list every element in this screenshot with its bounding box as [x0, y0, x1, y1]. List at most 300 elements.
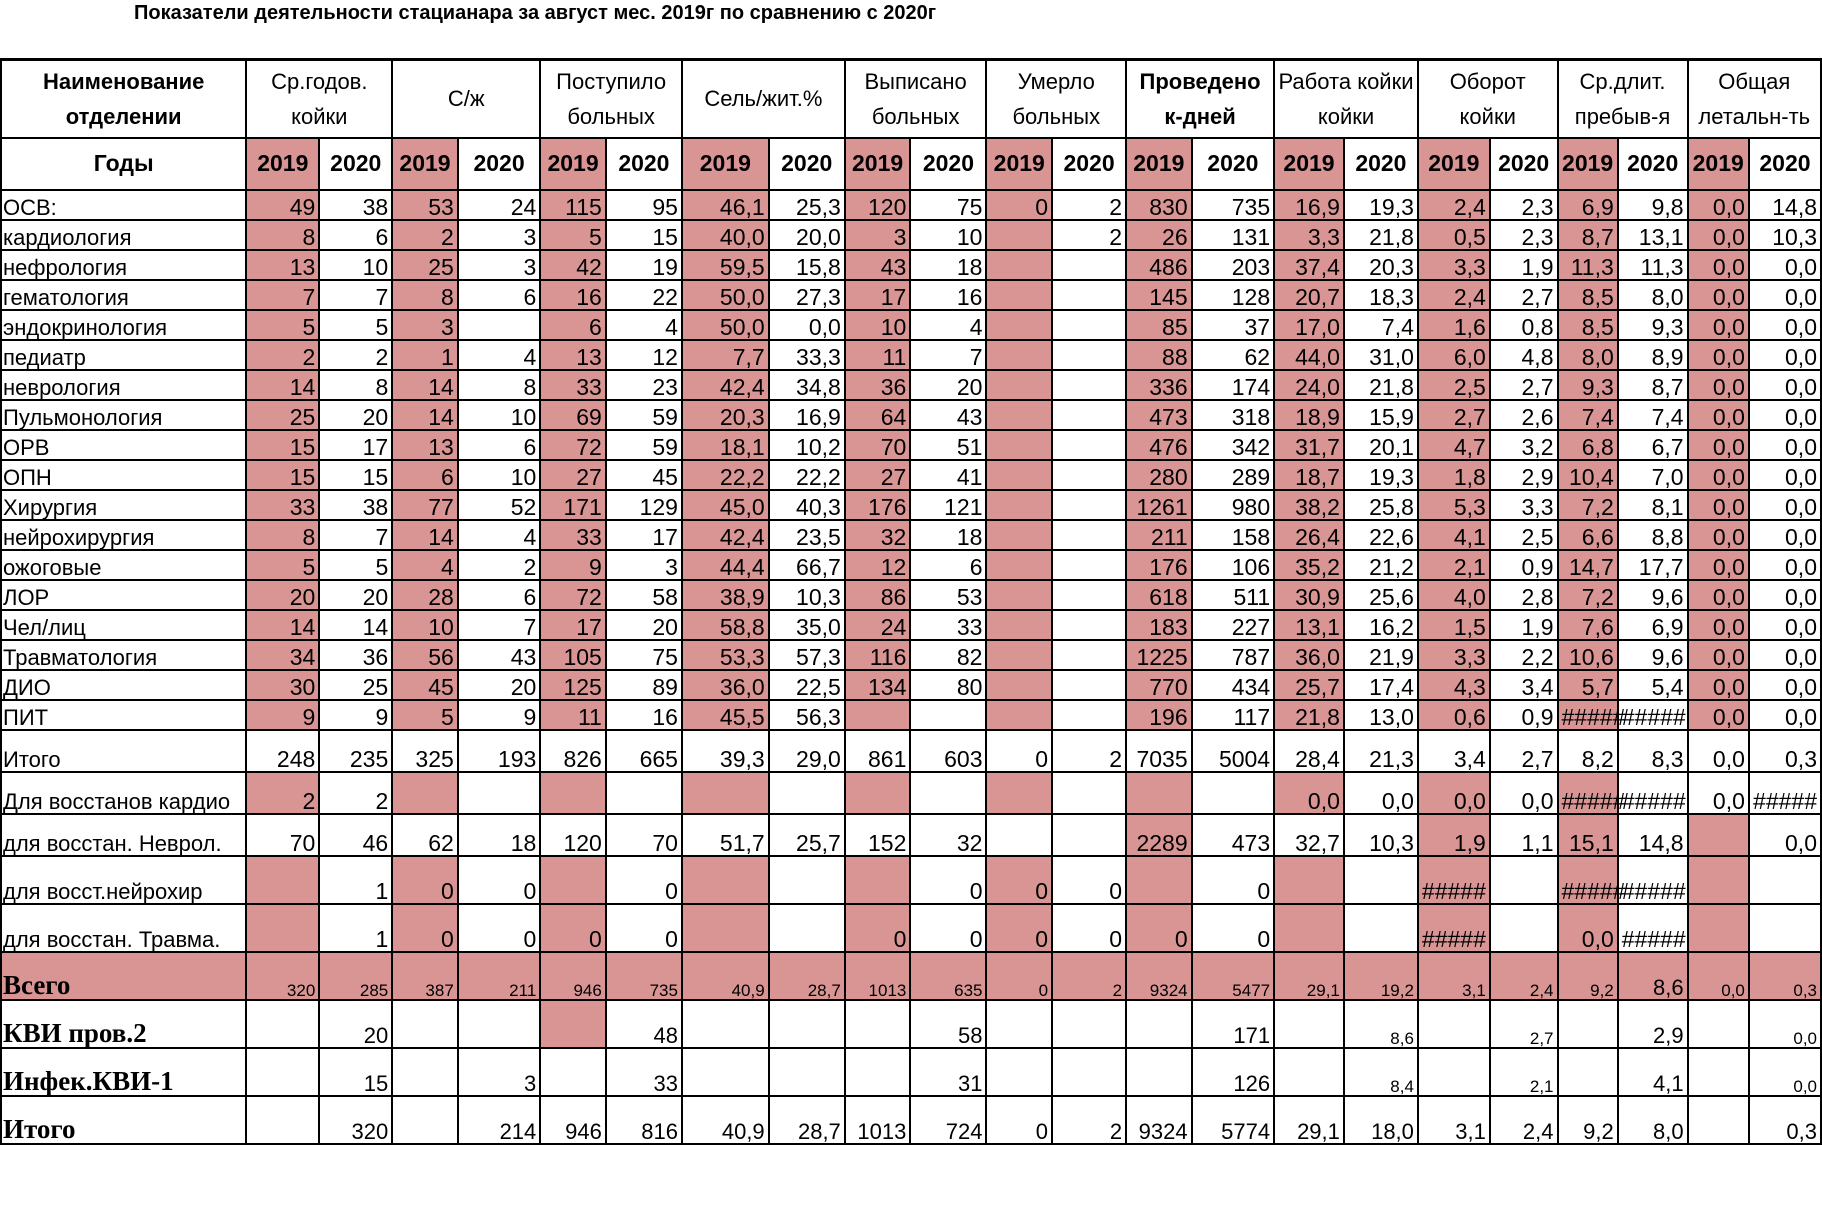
data-cell: 0,0 — [1558, 904, 1618, 952]
data-cell: 289 — [1192, 460, 1274, 490]
data-cell: 0,0 — [1344, 772, 1418, 814]
data-cell: 603 — [910, 730, 986, 772]
data-cell: 2,5 — [1490, 520, 1558, 550]
data-cell: 3,1 — [1418, 1096, 1490, 1144]
data-cell: 13,0 — [1344, 700, 1418, 730]
data-cell: 9324 — [1126, 1096, 1192, 1144]
data-cell — [1052, 400, 1126, 430]
data-cell: 3,4 — [1418, 730, 1490, 772]
data-cell: 43 — [845, 250, 911, 280]
data-cell: 2 — [458, 550, 540, 580]
data-cell — [1126, 772, 1192, 814]
data-cell: 59 — [606, 400, 682, 430]
data-cell: 2,4 — [1490, 952, 1558, 1000]
data-cell: 56,3 — [769, 700, 845, 730]
data-cell: 20,1 — [1344, 430, 1418, 460]
data-cell: 33,3 — [769, 340, 845, 370]
row-label: для восстан. Неврол. — [1, 814, 246, 856]
data-cell: 3 — [458, 1048, 540, 1096]
data-cell: 30,9 — [1274, 580, 1344, 610]
data-cell — [1688, 1000, 1749, 1048]
data-cell: 816 — [606, 1096, 682, 1144]
data-cell — [682, 1048, 769, 1096]
data-cell: 4,7 — [1418, 430, 1490, 460]
data-cell: 7,4 — [1558, 400, 1618, 430]
data-cell: 8 — [458, 370, 540, 400]
group-header-3: Сель/жит.% — [682, 60, 845, 138]
data-cell: 51,7 — [682, 814, 769, 856]
data-cell — [1052, 580, 1126, 610]
data-cell: 2,5 — [1418, 370, 1490, 400]
data-cell: 20 — [319, 1000, 392, 1048]
table-row — [1, 904, 1821, 952]
data-cell: 36 — [845, 370, 911, 400]
data-cell: 0,0 — [1688, 460, 1749, 490]
row-label: нейрохирургия — [1, 520, 246, 550]
row-label: Итого — [1, 730, 246, 772]
data-cell: 336 — [1126, 370, 1192, 400]
data-cell: ##### — [1418, 904, 1490, 952]
data-cell: 3,4 — [1490, 670, 1558, 700]
data-cell — [910, 772, 986, 814]
data-cell: 1013 — [845, 952, 911, 1000]
data-cell: 120 — [845, 190, 911, 220]
data-cell: 15 — [606, 220, 682, 250]
data-cell: 48 — [606, 1000, 682, 1048]
data-cell: 115 — [540, 190, 606, 220]
data-cell — [1274, 904, 1344, 952]
data-cell: 20,3 — [682, 400, 769, 430]
data-cell: 3 — [392, 310, 458, 340]
data-cell: 665 — [606, 730, 682, 772]
data-cell: 0 — [1052, 856, 1126, 904]
data-cell: 211 — [1126, 520, 1192, 550]
data-cell: 38,2 — [1274, 490, 1344, 520]
row-label: ЛОР — [1, 580, 246, 610]
data-cell: 342 — [1192, 430, 1274, 460]
data-cell: 13 — [540, 340, 606, 370]
data-cell: 4 — [392, 550, 458, 580]
data-cell: 7,7 — [682, 340, 769, 370]
data-cell: 43 — [910, 400, 986, 430]
data-cell: 6,9 — [1558, 190, 1618, 220]
data-cell — [1052, 700, 1126, 730]
data-cell: 2 — [1052, 220, 1126, 250]
data-cell: 21,3 — [1344, 730, 1418, 772]
data-cell: 18,7 — [1274, 460, 1344, 490]
data-cell: 0,3 — [1749, 952, 1821, 1000]
data-cell: 14 — [319, 610, 392, 640]
data-cell: 23 — [606, 370, 682, 400]
data-cell: 11 — [540, 700, 606, 730]
data-cell: 18,3 — [1344, 280, 1418, 310]
page-title: Показатели деятельности стацианара за август мес. 2019г по сравнению с 2020г — [134, 2, 937, 24]
data-cell — [540, 772, 606, 814]
data-cell: 29,1 — [1274, 1096, 1344, 1144]
data-cell — [246, 1000, 319, 1048]
data-cell: 120 — [540, 814, 606, 856]
row-label: ОСВ: — [1, 190, 246, 220]
data-cell: 10 — [910, 220, 986, 250]
data-cell: 2,2 — [1490, 640, 1558, 670]
data-cell: 25,3 — [769, 190, 845, 220]
data-cell — [246, 1096, 319, 1144]
group-header-1: С/ж — [392, 60, 540, 138]
data-cell — [1344, 856, 1418, 904]
table-row — [1, 250, 1821, 280]
data-cell: 6 — [458, 430, 540, 460]
data-cell — [986, 700, 1052, 730]
data-cell: 2,8 — [1490, 580, 1558, 610]
data-cell: 0 — [910, 904, 986, 952]
data-cell: 214 — [458, 1096, 540, 1144]
data-cell: 51 — [910, 430, 986, 460]
data-cell: 40,3 — [769, 490, 845, 520]
data-cell: 36 — [319, 640, 392, 670]
year-cell: 2019 — [845, 138, 911, 190]
data-cell: 0 — [986, 190, 1052, 220]
data-cell: 15,1 — [1558, 814, 1618, 856]
year-cell: 2020 — [1618, 138, 1688, 190]
data-cell: 21,9 — [1344, 640, 1418, 670]
data-cell: 28,4 — [1274, 730, 1344, 772]
data-cell: 2,7 — [1418, 400, 1490, 430]
data-cell — [769, 1000, 845, 1048]
data-cell: 69 — [540, 400, 606, 430]
data-cell — [392, 772, 458, 814]
data-cell: 1 — [392, 340, 458, 370]
data-cell: 0,0 — [1688, 700, 1749, 730]
data-cell: 0 — [986, 856, 1052, 904]
data-cell — [1274, 856, 1344, 904]
row-label: для восст.нейрохир — [1, 856, 246, 904]
data-cell: 203 — [1192, 250, 1274, 280]
data-cell — [1418, 1000, 1490, 1048]
data-cell: ##### — [1618, 772, 1688, 814]
data-cell: 20,7 — [1274, 280, 1344, 310]
year-cell: 2019 — [1688, 138, 1749, 190]
data-cell: 89 — [606, 670, 682, 700]
row-label: ОПН — [1, 460, 246, 490]
table-row — [1, 310, 1821, 340]
data-cell: 5 — [392, 700, 458, 730]
data-cell: 2 — [392, 220, 458, 250]
data-cell: 86 — [845, 580, 911, 610]
data-cell — [1052, 280, 1126, 310]
data-cell — [392, 1000, 458, 1048]
data-cell: 15 — [246, 460, 319, 490]
table-row — [1, 670, 1821, 700]
data-cell: 7 — [319, 520, 392, 550]
data-cell: 22 — [606, 280, 682, 310]
data-cell: 1,9 — [1490, 250, 1558, 280]
group-header-0: Ср.годов. койки — [246, 60, 392, 138]
data-cell: 10 — [392, 610, 458, 640]
row-label: КВИ пров.2 — [1, 1000, 246, 1048]
table-row — [1, 856, 1821, 904]
data-cell: 50,0 — [682, 280, 769, 310]
data-cell: 70 — [606, 814, 682, 856]
data-cell: 0,0 — [1418, 772, 1490, 814]
data-cell: 3 — [845, 220, 911, 250]
data-cell: 20 — [246, 580, 319, 610]
data-cell: 11,3 — [1618, 250, 1688, 280]
row-label: Инфек.КВИ-1 — [1, 1048, 246, 1096]
group-header-5: Умерло больных — [986, 60, 1126, 138]
data-cell: 8,3 — [1618, 730, 1688, 772]
report-table — [0, 58, 1822, 1145]
data-cell — [986, 814, 1052, 856]
data-cell — [845, 1048, 911, 1096]
data-cell — [1052, 1048, 1126, 1096]
data-cell: 8,7 — [1618, 370, 1688, 400]
data-cell: 6,7 — [1618, 430, 1688, 460]
data-cell: 5 — [319, 310, 392, 340]
data-cell: 75 — [606, 640, 682, 670]
data-cell: 46 — [319, 814, 392, 856]
data-cell: 387 — [392, 952, 458, 1000]
data-cell: 16 — [910, 280, 986, 310]
data-cell: 0 — [392, 856, 458, 904]
name-column-header: Наименование отделении — [1, 60, 246, 138]
data-cell: 13 — [246, 250, 319, 280]
data-cell: 27 — [845, 460, 911, 490]
data-cell — [986, 220, 1052, 250]
row-label: Всего — [1, 952, 246, 1000]
table-row — [1, 550, 1821, 580]
data-cell: 1,5 — [1418, 610, 1490, 640]
data-cell: ##### — [1749, 772, 1821, 814]
data-cell: 50,0 — [682, 310, 769, 340]
data-cell: 10 — [458, 400, 540, 430]
data-cell: 5 — [319, 550, 392, 580]
data-cell: 8,9 — [1618, 340, 1688, 370]
data-cell: 58 — [606, 580, 682, 610]
data-cell: 22,2 — [769, 460, 845, 490]
data-cell: 0 — [1192, 904, 1274, 952]
data-cell — [246, 856, 319, 904]
year-cell: 2019 — [1418, 138, 1490, 190]
data-cell: 32 — [910, 814, 986, 856]
data-cell: 14 — [392, 520, 458, 550]
data-cell: 33 — [606, 1048, 682, 1096]
row-label: Итого — [1, 1096, 246, 1144]
data-cell: 53 — [910, 580, 986, 610]
year-cell: 2019 — [246, 138, 319, 190]
data-cell — [910, 700, 986, 730]
data-cell: 17 — [319, 430, 392, 460]
data-cell: 7 — [246, 280, 319, 310]
data-cell: 45 — [392, 670, 458, 700]
row-label: ПИТ — [1, 700, 246, 730]
group-header-7: Работа койки койки — [1274, 60, 1418, 138]
data-cell: 15,8 — [769, 250, 845, 280]
data-cell: 80 — [910, 670, 986, 700]
data-cell: 618 — [1126, 580, 1192, 610]
data-cell: 0,0 — [1688, 190, 1749, 220]
data-cell: 0 — [392, 904, 458, 952]
data-cell: 318 — [1192, 400, 1274, 430]
data-cell: 20 — [458, 670, 540, 700]
data-cell: 56 — [392, 640, 458, 670]
year-cell: 2020 — [1749, 138, 1821, 190]
data-cell: 0,0 — [1688, 580, 1749, 610]
data-cell: 0,0 — [1749, 610, 1821, 640]
data-cell: 6 — [319, 220, 392, 250]
data-cell: 126 — [1192, 1048, 1274, 1096]
data-cell — [1688, 856, 1749, 904]
data-cell — [1490, 904, 1558, 952]
table-row — [1, 1048, 1821, 1096]
data-cell: 0,0 — [1688, 250, 1749, 280]
year-cell: 2020 — [458, 138, 540, 190]
row-label: ОРВ — [1, 430, 246, 460]
row-label: эндокринология — [1, 310, 246, 340]
data-cell: 33 — [540, 370, 606, 400]
data-cell: 9 — [319, 700, 392, 730]
data-cell: 23,5 — [769, 520, 845, 550]
data-cell: 27,3 — [769, 280, 845, 310]
data-cell — [1052, 490, 1126, 520]
data-cell: 66,7 — [769, 550, 845, 580]
data-cell: 38,9 — [682, 580, 769, 610]
data-cell — [1052, 640, 1126, 670]
data-cell: 46,1 — [682, 190, 769, 220]
data-cell: 44,0 — [1274, 340, 1344, 370]
data-cell: 6 — [910, 550, 986, 580]
data-cell: ##### — [1558, 772, 1618, 814]
data-cell: 10,6 — [1558, 640, 1618, 670]
data-cell: 1013 — [845, 1096, 911, 1144]
data-cell: 45 — [606, 460, 682, 490]
data-cell: 45,5 — [682, 700, 769, 730]
data-cell — [458, 772, 540, 814]
data-cell: 16,9 — [769, 400, 845, 430]
data-cell: 0,0 — [1688, 772, 1749, 814]
row-label: ДИО — [1, 670, 246, 700]
data-cell: 8,5 — [1558, 310, 1618, 340]
data-cell: 0,6 — [1418, 700, 1490, 730]
data-cell — [1052, 250, 1126, 280]
data-cell: 9,6 — [1618, 580, 1688, 610]
data-cell: 158 — [1192, 520, 1274, 550]
data-cell: 5 — [540, 220, 606, 250]
data-cell: 0,0 — [1749, 580, 1821, 610]
data-cell: 53,3 — [682, 640, 769, 670]
data-cell: 0,0 — [1749, 370, 1821, 400]
data-cell: 0,0 — [1688, 730, 1749, 772]
data-cell: 28,7 — [769, 1096, 845, 1144]
data-cell: 25,7 — [769, 814, 845, 856]
data-cell: 5 — [246, 310, 319, 340]
data-cell: 511 — [1192, 580, 1274, 610]
table-row — [1, 220, 1821, 250]
data-cell: 2,9 — [1618, 1000, 1688, 1048]
data-cell: 0,9 — [1490, 550, 1558, 580]
data-cell: 0,0 — [1749, 670, 1821, 700]
data-cell: 38 — [319, 190, 392, 220]
data-cell: 0,0 — [1274, 772, 1344, 814]
data-cell: 16,2 — [1344, 610, 1418, 640]
group-header-6: Проведено к-дней — [1126, 60, 1274, 138]
data-cell: 11 — [845, 340, 911, 370]
data-cell: 0 — [606, 904, 682, 952]
data-cell: 2 — [1052, 190, 1126, 220]
data-cell: 5,7 — [1558, 670, 1618, 700]
data-cell: 2 — [1052, 952, 1126, 1000]
year-cell: 2020 — [319, 138, 392, 190]
data-cell: 53 — [392, 190, 458, 220]
data-cell — [1558, 1048, 1618, 1096]
year-cell: 2020 — [910, 138, 986, 190]
data-cell: 75 — [910, 190, 986, 220]
data-cell: 8,5 — [1558, 280, 1618, 310]
data-cell — [246, 904, 319, 952]
data-cell: 4,3 — [1418, 670, 1490, 700]
data-cell — [458, 310, 540, 340]
data-cell: 0,0 — [1749, 430, 1821, 460]
data-cell: 0,0 — [1688, 280, 1749, 310]
data-cell — [1052, 550, 1126, 580]
row-label: Чел/лиц — [1, 610, 246, 640]
data-cell — [1558, 1000, 1618, 1048]
data-cell: 0 — [986, 1096, 1052, 1144]
data-cell: 25,8 — [1344, 490, 1418, 520]
data-cell — [1052, 772, 1126, 814]
data-cell: 31,7 — [1274, 430, 1344, 460]
group-header-4: Выписано больных — [845, 60, 987, 138]
data-cell: 0,0 — [1749, 1048, 1821, 1096]
data-cell: 62 — [1192, 340, 1274, 370]
data-cell — [769, 1048, 845, 1096]
data-cell — [1749, 856, 1821, 904]
row-label: для восстан. Травма. — [1, 904, 246, 952]
data-cell: 10,2 — [769, 430, 845, 460]
data-cell: 12 — [606, 340, 682, 370]
data-cell: 0,0 — [1749, 700, 1821, 730]
data-cell: 105 — [540, 640, 606, 670]
data-cell: 787 — [1192, 640, 1274, 670]
data-cell: 280 — [1126, 460, 1192, 490]
data-cell: 7,2 — [1558, 490, 1618, 520]
data-cell: 0,0 — [1688, 430, 1749, 460]
data-cell: ##### — [1418, 856, 1490, 904]
year-cell: 2019 — [986, 138, 1052, 190]
data-cell — [1052, 430, 1126, 460]
data-cell: 4 — [910, 310, 986, 340]
year-cell: 2020 — [1344, 138, 1418, 190]
data-cell: 227 — [1192, 610, 1274, 640]
data-cell — [1274, 1048, 1344, 1096]
table-row — [1, 640, 1821, 670]
data-cell: 2,4 — [1418, 190, 1490, 220]
data-cell: 17 — [606, 520, 682, 550]
data-cell: ##### — [1618, 904, 1688, 952]
data-cell: 77 — [392, 490, 458, 520]
row-label: Для восстанов кардио — [1, 772, 246, 814]
data-cell: 17,7 — [1618, 550, 1688, 580]
data-cell — [1749, 904, 1821, 952]
data-cell: 0,9 — [1490, 700, 1558, 730]
data-cell: 174 — [1192, 370, 1274, 400]
data-cell: 21,8 — [1274, 700, 1344, 730]
table-row — [1, 400, 1821, 430]
data-cell: 7,4 — [1618, 400, 1688, 430]
data-cell — [1688, 1096, 1749, 1144]
data-cell: 58,8 — [682, 610, 769, 640]
data-cell — [769, 856, 845, 904]
data-cell: 476 — [1126, 430, 1192, 460]
